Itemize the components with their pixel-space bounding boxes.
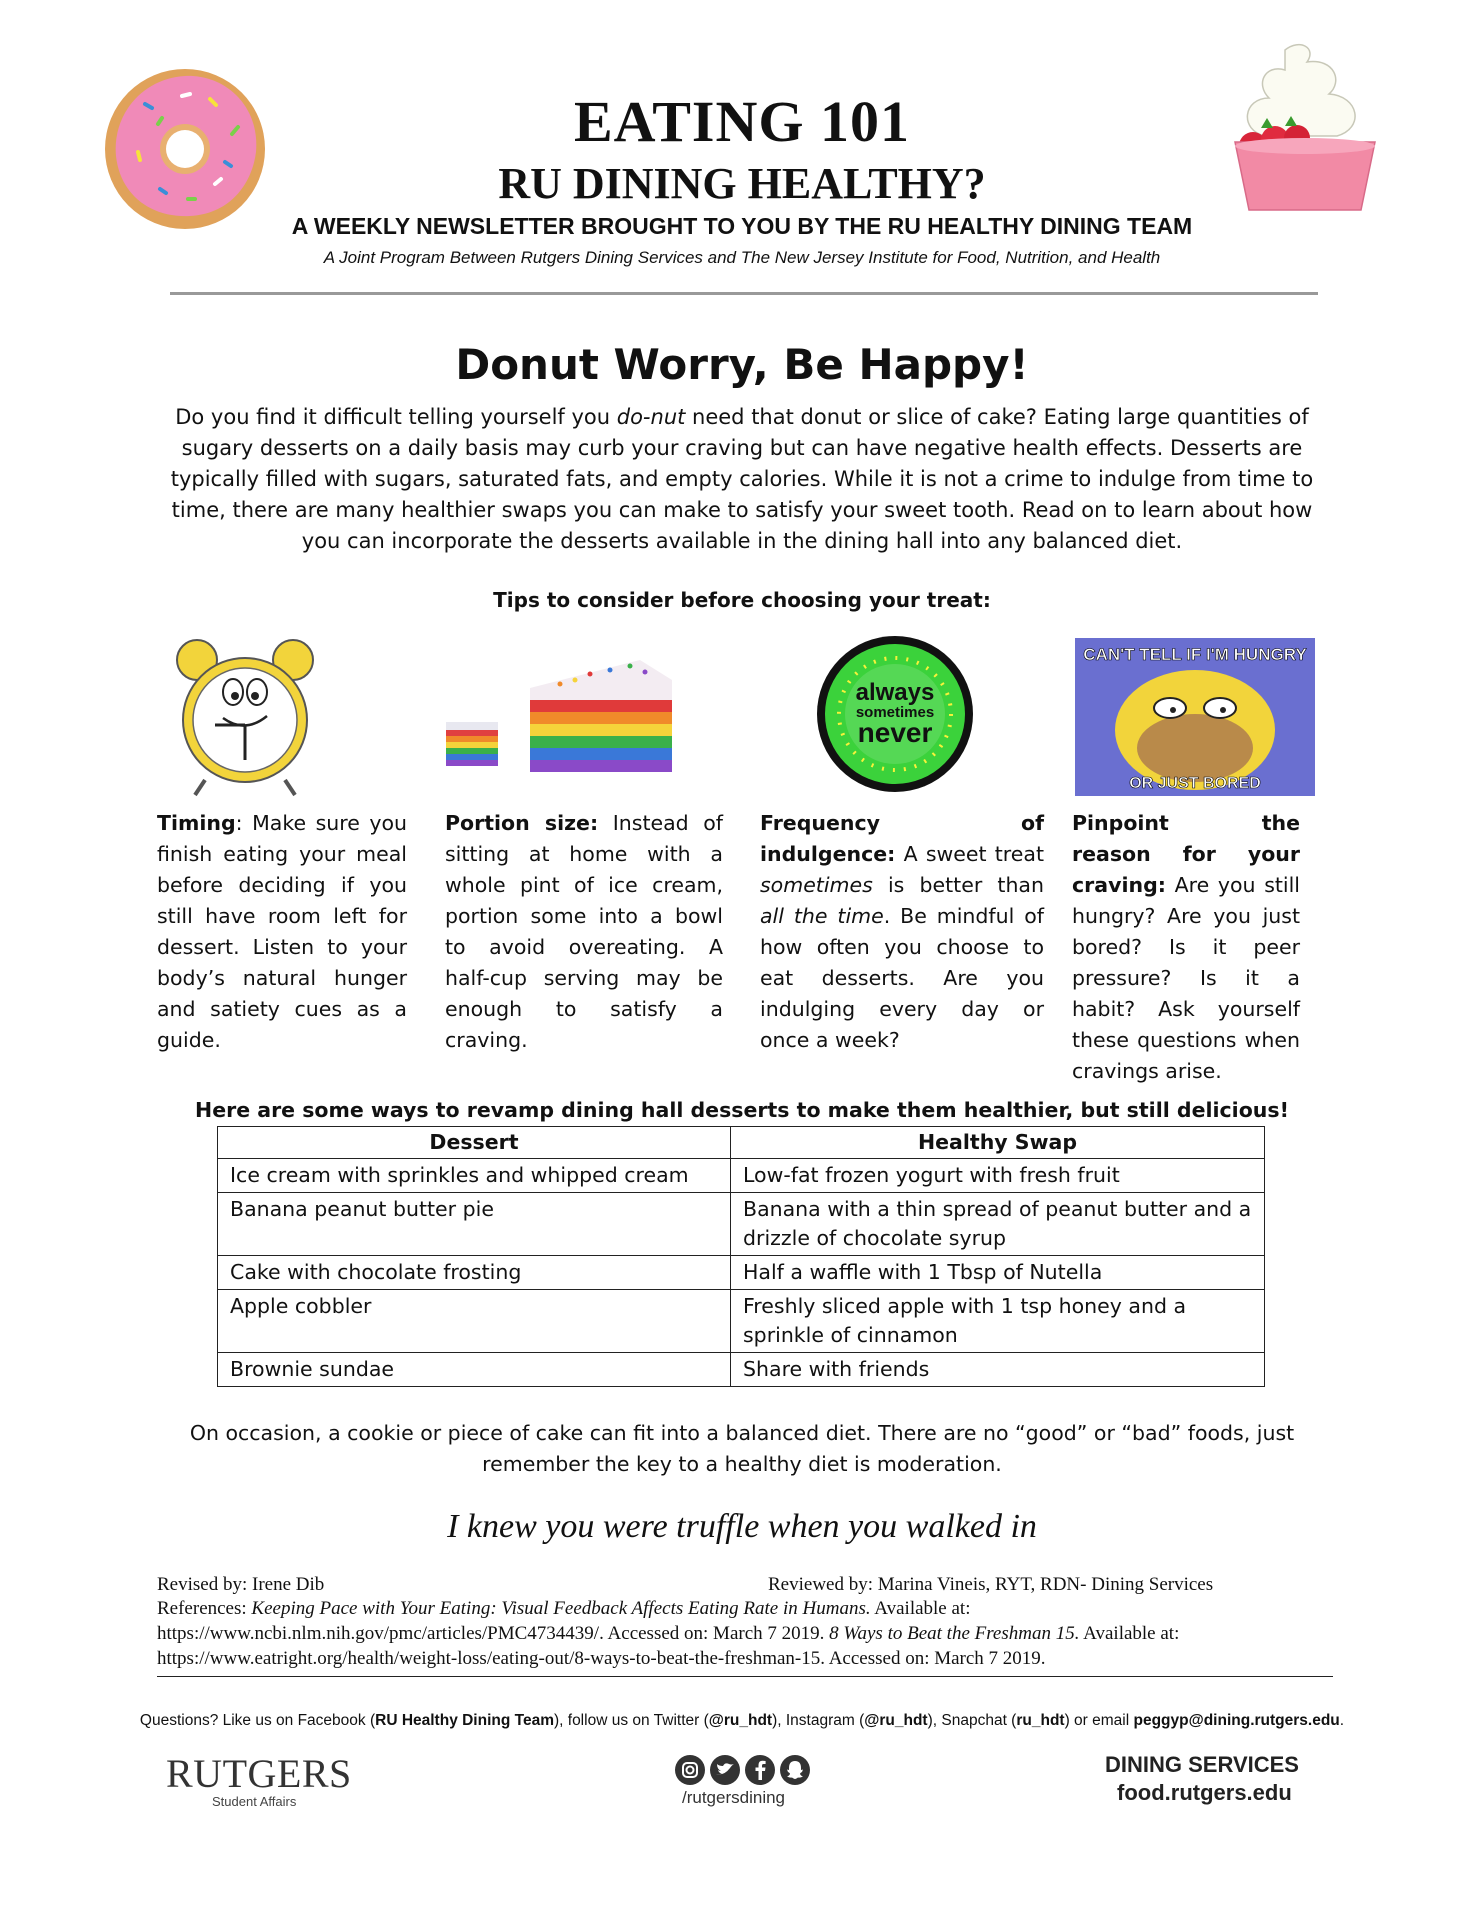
dessert-cell: Ice cream with sprinkles and whipped cream — [218, 1159, 731, 1193]
article-intro: Do you find it difficult telling yourself you do-nut need that donut or slice of cake? Eating large quantities of sugary desserts on a daily basis may curb your craving but can have negative health effects. Desserts are typically filled with sugars, saturated fats, and empty calories. While it is not a crime to indulge from time to time, there are many healthier swaps you can make to satisfy your sweet tooth. Read on to learn about how you can incorporate the desserts available in the dining hall into any balanced diet. — [170, 405, 1314, 553]
table-row — [218, 1159, 1265, 1193]
snapchat-icon[interactable] — [780, 1755, 810, 1785]
tip-frequency: Frequency of indulgence: A sweet treat sometimes is better than all the time. Be mindful of how often you choose to eat desserts. Are you indulging every day or once a week? — [760, 811, 1044, 1052]
swap-cell: Banana with a thin spread of peanut butter and a drizzle of chocolate syrup — [731, 1193, 1265, 1256]
revised-by: Revised by: Irene Dib — [157, 1574, 325, 1595]
alarm-clock-image — [175, 630, 315, 800]
column-header-dessert: Dessert — [218, 1127, 731, 1159]
newsletter-subtitle: RU DINING HEALTHY? — [498, 159, 986, 208]
table-header-row — [218, 1127, 1265, 1159]
table-row — [218, 1193, 1265, 1256]
tip-pinpoint-reason: Pinpoint the reason for your craving: Are you still hungry? Are you just bored? Is it peer pressure? Is it a habit? Ask yourself these questions when cravings arise. — [1072, 811, 1300, 1083]
swap-cell: Freshly sliced apple with 1 tsp honey and a sprinkle of cinnamon — [731, 1290, 1265, 1353]
dining-services-logo: DINING SERVICES — [1105, 1752, 1299, 1777]
closing-paragraph: On occasion, a cookie or piece of cake can fit into a balanced diet. There are no “good” or “bad” foods, just remember the key to a healthy diet is moderation. — [189, 1421, 1295, 1476]
article-headline: Donut Worry, Be Happy! — [455, 340, 1029, 389]
table-heading: Here are some ways to revamp dining hall desserts to make them healthier, but still delicious! — [195, 1098, 1289, 1122]
table-row — [218, 1256, 1265, 1290]
svg-text:OR JUST BORED: OR JUST BORED — [1129, 775, 1261, 792]
rainbow-cake-image — [440, 650, 680, 780]
svg-text:never: never — [857, 717, 933, 748]
snapchat-link[interactable]: ru_hdt — [1016, 1712, 1065, 1729]
dessert-cell: Apple cobbler — [218, 1290, 731, 1353]
facebook-link[interactable]: RU Healthy Dining Team — [375, 1712, 554, 1729]
newsletter-title: EATING 101 — [573, 89, 911, 154]
tip-timing: Timing: Make sure you finish eating your meal before deciding if you still have room left for dessert. Listen to your body’s natural hunger and satiety cues as a guide. — [157, 811, 407, 1052]
dessert-cell: Brownie sundae — [218, 1353, 731, 1387]
instagram-icon[interactable] — [675, 1755, 705, 1785]
column-header-healthy-swap: Healthy Swap — [731, 1127, 1265, 1159]
swap-cell: Share with friends — [731, 1353, 1265, 1387]
tip-portion-size: Portion size: Instead of sitting at home with a whole pint of ice cream, portion some into a bowl to avoid overeating. A half-cup serving may be enough to satisfy a craving. — [445, 811, 723, 1052]
swap-cell: Half a waffle with 1 Tbsp of Nutella — [731, 1256, 1265, 1290]
dessert-cell: Cake with chocolate frosting — [218, 1256, 731, 1290]
dessert-cell: Banana peanut butter pie — [218, 1193, 731, 1256]
header-divider — [170, 292, 1318, 295]
twitter-link[interactable]: @ru_hdt — [708, 1712, 773, 1729]
closing-quote: I knew you were truffle when you walked in — [447, 1508, 1037, 1545]
rutgers-logo-subtitle: Student Affairs — [212, 1794, 297, 1809]
table-row — [218, 1290, 1265, 1353]
email-link[interactable]: peggyp@dining.rutgers.edu — [1133, 1712, 1340, 1729]
swap-cell: Low-fat frozen yogurt with fresh fruit — [731, 1159, 1265, 1193]
svg-text:sometimes: sometimes — [855, 704, 935, 721]
rutgers-logo: RUTGERS — [166, 1751, 352, 1796]
dining-services-url[interactable]: food.rutgers.edu — [1117, 1780, 1292, 1805]
healthy-swap-table — [217, 1126, 1265, 1387]
reviewed-by: Reviewed by: Marina Vineis, RYT, RDN- Dining Services — [768, 1574, 1214, 1595]
svg-text:always: always — [855, 679, 935, 706]
newsletter-tagline: A WEEKLY NEWSLETTER BROUGHT TO YOU BY THE RU HEALTHY DINING TEAM — [291, 213, 1193, 239]
instagram-link[interactable]: @ru_hdt — [864, 1712, 928, 1729]
frequency-badge-image — [815, 634, 975, 794]
references-divider — [157, 1676, 1333, 1677]
homer-meme-image — [1075, 638, 1315, 796]
references: References: Keeping Pace with Your Eating: Visual Feedback Affects Eating Rate in Humans. Available at: https://www.ncbi.nlm.nih.gov/pmc/articles/PMC4734439/. Accessed on: March 7 2019. 8 Ways to Beat the Freshman 15. Available at: https://www.eatright.org/health/weight-loss/eating-out/8-ways-to-beat-the-freshman-15. Accessed on: March 7 2019. — [157, 1598, 1180, 1669]
table-row — [218, 1353, 1265, 1387]
twitter-icon[interactable] — [710, 1755, 740, 1785]
social-handle: /rutgersdining — [682, 1788, 786, 1807]
svg-text:CAN'T TELL IF I'M HUNGRY: CAN'T TELL IF I'M HUNGRY — [1083, 645, 1307, 664]
social-icons — [674, 1754, 814, 1786]
contact-line: Questions? Like us on Facebook (RU Healthy Dining Team), follow us on Twitter (@ru_hdt), Instagram (@ru_hdt), Snapchat (ru_hdt) or email peggyp@dining.rutgers.edu. — [139, 1712, 1345, 1729]
program-note: A Joint Program Between Rutgers Dining Services and The New Jersey Institute for Food, Nutrition, and Health — [323, 248, 1161, 267]
facebook-icon[interactable] — [745, 1755, 775, 1785]
tips-heading: Tips to consider before choosing your treat: — [493, 588, 991, 612]
